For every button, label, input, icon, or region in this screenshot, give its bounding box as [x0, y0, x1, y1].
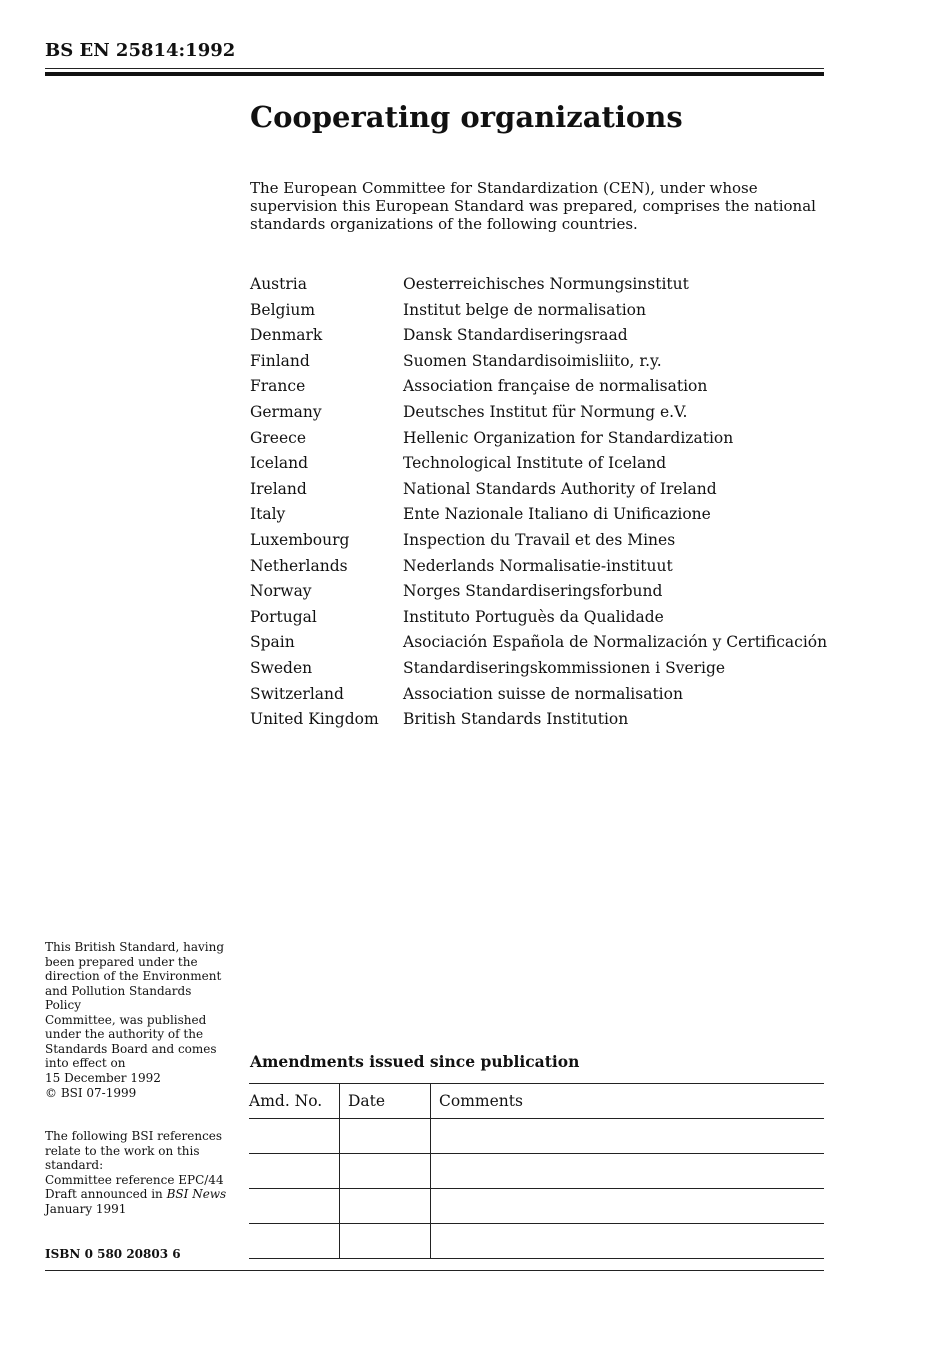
org-name: Suomen Standardisoimisliito, r.y.	[403, 351, 662, 370]
org-country: Switzerland	[250, 684, 344, 703]
org-name: Ente Nazionale Italiano di Unificazione	[403, 505, 711, 524]
cell-date	[340, 1119, 431, 1154]
references-note-line: Committee reference EPC/44	[45, 1172, 224, 1187]
org-name: Institut belge de normalisation	[403, 300, 646, 319]
publication-note-line: direction of the Environment	[45, 969, 222, 983]
publication-note-line: Committee, was published	[45, 1012, 207, 1027]
isbn: ISBN 0 580 20803 6	[45, 1247, 181, 1261]
org-country: Norway	[250, 582, 312, 601]
table-row	[249, 1154, 824, 1189]
org-country: Germany	[250, 402, 322, 421]
org-row	[250, 400, 827, 426]
org-name: Standardiseringskommissionen i Sverige	[403, 658, 726, 677]
publication-note-line: and Pollution Standards Policy	[45, 983, 192, 1012]
org-row	[250, 272, 827, 298]
draft-line	[45, 1187, 230, 1202]
org-name: Dansk Standardiseringsraad	[403, 326, 628, 345]
org-row	[250, 349, 827, 375]
org-row	[250, 477, 827, 503]
org-name: Technological Institute of Iceland	[403, 454, 667, 473]
org-row	[250, 374, 827, 400]
amendments-table	[249, 1083, 824, 1259]
org-country: Sweden	[250, 658, 313, 677]
organizations-list	[250, 272, 827, 733]
org-country: Finland	[250, 351, 310, 370]
publication-note-line: under the authority of the	[45, 1027, 204, 1041]
org-row	[250, 630, 827, 656]
header-comments: Comments	[431, 1084, 825, 1119]
org-country: Spain	[250, 633, 295, 652]
references-note	[45, 1129, 230, 1216]
draft-prefix: Draft announced in	[45, 1187, 167, 1201]
org-country: Luxembourg	[250, 530, 350, 549]
references-note-line: standard:	[45, 1158, 104, 1172]
references-note-line: relate to the work on this	[45, 1143, 200, 1158]
org-row	[250, 656, 827, 682]
org-row	[250, 298, 827, 324]
org-country: Portugal	[250, 607, 317, 626]
publication-note-line: been prepared under the	[45, 954, 198, 969]
header-amd-no: Amd. No.	[249, 1084, 340, 1119]
org-row	[250, 451, 827, 477]
copyright-note: © BSI 07-1999	[45, 1086, 137, 1100]
document-code: BS EN 25814:1992	[45, 40, 236, 61]
cell-amd-no	[249, 1154, 340, 1189]
table-row	[249, 1189, 824, 1224]
org-row	[250, 502, 827, 528]
org-country: Ireland	[250, 479, 307, 498]
org-name: Nederlands Normalisatie-instituut	[403, 556, 673, 575]
table-row	[249, 1119, 824, 1154]
references-note-line: The following BSI references	[45, 1129, 223, 1143]
org-name: Association suisse de normalisation	[403, 684, 683, 703]
cell-amd-no	[249, 1119, 340, 1154]
cell-comments	[431, 1189, 825, 1224]
page-title: Cooperating organizations	[250, 100, 683, 134]
org-country: Italy	[250, 505, 286, 524]
org-name: Hellenic Organization for Standardization	[403, 428, 734, 447]
cell-comments	[431, 1224, 825, 1259]
cell-date	[340, 1224, 431, 1259]
org-country: Austria	[250, 275, 307, 293]
org-row	[250, 554, 827, 580]
org-country: Denmark	[250, 326, 323, 345]
cell-date	[340, 1154, 431, 1189]
publication-note	[45, 940, 230, 1085]
org-country: Iceland	[250, 454, 309, 473]
org-name: Association française de normalisation	[403, 377, 708, 396]
cell-amd-no	[249, 1224, 340, 1259]
table-row	[249, 1224, 824, 1259]
cell-date	[340, 1189, 431, 1224]
intro-paragraph: The European Committee for Standardization (CEN), under whose supervision this European Standard was prepared, comprises the national standards organizations of the following countries.	[250, 179, 816, 233]
org-country: Greece	[250, 428, 306, 447]
org-name: Norges Standardiseringsforbund	[403, 582, 663, 601]
org-country: France	[250, 377, 306, 396]
org-row	[250, 323, 827, 349]
cell-amd-no	[249, 1189, 340, 1224]
org-row	[250, 605, 827, 631]
header-rule-thick	[45, 72, 824, 76]
org-name: Oesterreichisches Normungsinstitut	[403, 275, 689, 293]
publication-note-line: Standards Board and comes	[45, 1041, 217, 1056]
publication-note-line: 15 December 1992	[45, 1070, 161, 1085]
org-country: Netherlands	[250, 556, 348, 575]
org-name: National Standards Authority of Ireland	[403, 479, 717, 498]
draft-date: January 1991	[45, 1201, 127, 1216]
org-country: United Kingdom	[250, 710, 379, 729]
org-name: Instituto Portuguès da Qualidade	[403, 607, 664, 626]
amendments-title: Amendments issued since publication	[250, 1052, 580, 1071]
header-rule-thin	[45, 68, 824, 69]
table-header-row	[249, 1084, 824, 1119]
org-name: Inspection du Travail et des Mines	[403, 530, 676, 549]
cell-comments	[431, 1119, 825, 1154]
cell-comments	[431, 1154, 825, 1189]
org-row	[250, 682, 827, 708]
header-date: Date	[340, 1084, 431, 1119]
org-name: Asociación Española de Normalización y Certificación	[403, 633, 828, 652]
org-name: Deutsches Institut für Normung e.V.	[403, 402, 688, 421]
publication-note-line: into effect on	[45, 1056, 126, 1070]
publication-note-line: This British Standard, having	[45, 940, 225, 954]
org-row	[250, 528, 827, 554]
org-row	[250, 579, 827, 605]
org-row	[250, 707, 827, 733]
footer-rule	[45, 1270, 824, 1271]
org-country: Belgium	[250, 300, 316, 319]
draft-publication: BSI News	[166, 1187, 227, 1201]
org-name: British Standards Institution	[403, 710, 629, 729]
org-row	[250, 426, 827, 452]
